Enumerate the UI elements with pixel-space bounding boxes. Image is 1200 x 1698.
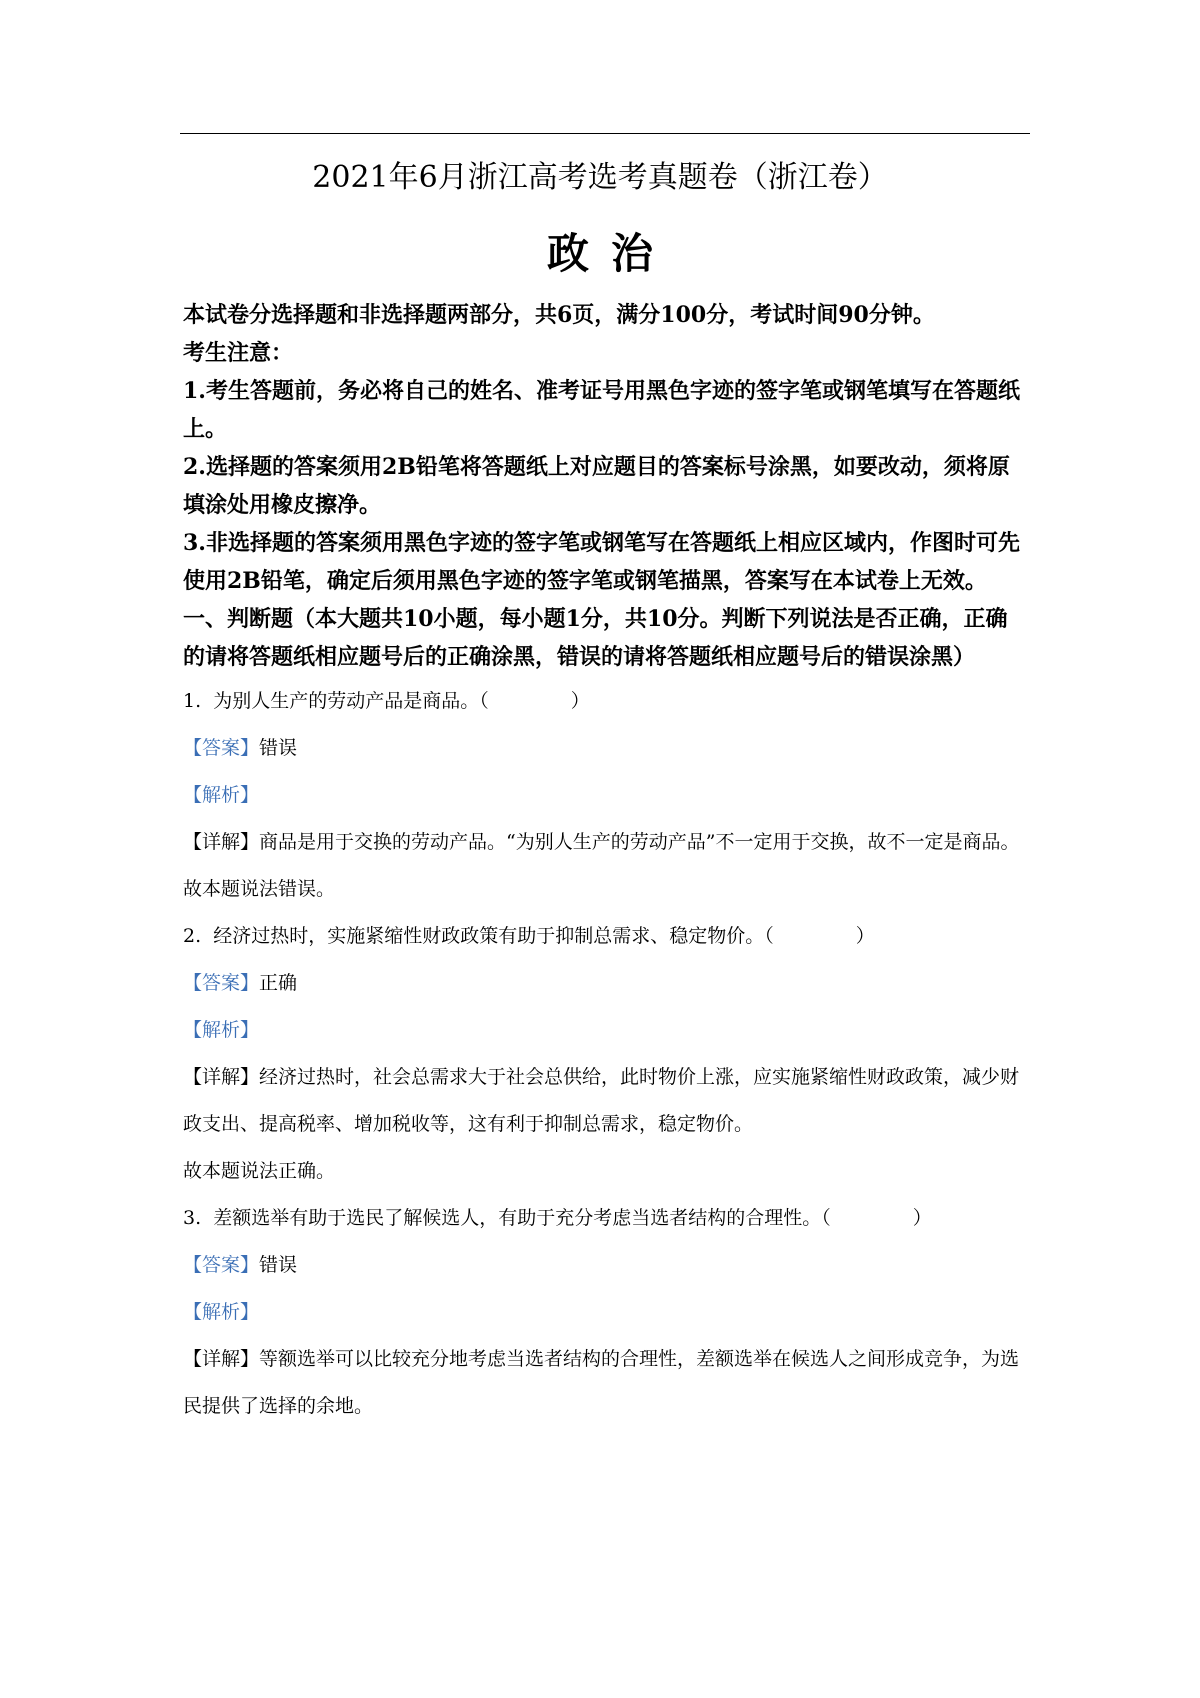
detail-paragraph bbox=[183, 1054, 1029, 1148]
question-3 bbox=[183, 1195, 1029, 1430]
detail-tag: 【详解】 bbox=[183, 831, 260, 853]
answer-tag: 【答案】 bbox=[183, 737, 260, 759]
answer-value: 正确 bbox=[259, 972, 298, 994]
notice-label: 考生注意： bbox=[183, 340, 294, 366]
subject-title: 政治 bbox=[546, 229, 675, 278]
question-close: ） bbox=[570, 690, 590, 712]
section-heading: 一、判断题（本大题共10小题，每小题1分，共10分。判断下列说法是否正确，正确的请将答题纸相应题号后的正确涂黑，错误的请将答题纸相应题号后的错误涂黑） bbox=[183, 606, 1008, 670]
instruction-item: 3.非选择题的答案须用黑色字迹的签字笔或钢笔写在答题纸上相应区域内，作图时可先使用2B铅笔，确定后须用黑色字迹的签字笔或钢笔描黑，答案写在本试卷上无效。 bbox=[183, 530, 1020, 594]
document-title: 2021年6月浙江高考选考真题卷（浙江卷） bbox=[312, 160, 888, 195]
question-1 bbox=[183, 678, 1029, 913]
question-text: 差额选举有助于选民了解候选人，有助于充分考虑当选者结构的合理性。（ bbox=[213, 1207, 831, 1229]
instruction-item: 2.选择题的答案须用2B铅笔将答题纸上对应题目的答案标号涂黑，如要改动，须将原填涂处用橡皮擦净。 bbox=[183, 454, 1010, 518]
answer-tag: 【答案】 bbox=[183, 972, 260, 994]
exam-content bbox=[183, 296, 1029, 1430]
answer-line bbox=[183, 960, 1029, 1007]
detail-tag: 【详解】 bbox=[183, 1066, 260, 1088]
detail-tag: 【详解】 bbox=[183, 1348, 260, 1370]
analysis-line bbox=[183, 1289, 1029, 1336]
answer-tag: 【答案】 bbox=[183, 1254, 260, 1276]
question-2 bbox=[183, 913, 1029, 1195]
question-number: 3. bbox=[183, 1207, 202, 1229]
analysis-tag: 【解析】 bbox=[183, 1301, 260, 1323]
question-stem bbox=[183, 1195, 1029, 1242]
answer-value: 错误 bbox=[259, 737, 298, 759]
conclusion-line: 故本题说法错误。 bbox=[183, 878, 336, 900]
answer-line bbox=[183, 725, 1029, 772]
question-number: 1. bbox=[183, 690, 202, 712]
answer-line bbox=[183, 1242, 1029, 1289]
conclusion-line: 故本题说法正确。 bbox=[183, 1160, 336, 1182]
instructions-block bbox=[183, 296, 1029, 676]
analysis-tag: 【解析】 bbox=[183, 1019, 260, 1041]
detail-text: 商品是用于交换的劳动产品。“为别人生产的劳动产品”不一定用于交换，故不一定是商品。 bbox=[259, 831, 1020, 853]
header-rule bbox=[180, 133, 1030, 134]
analysis-line bbox=[183, 1007, 1029, 1054]
analysis-tag: 【解析】 bbox=[183, 784, 260, 806]
detail-text: 等额选举可以比较充分地考虑当选者结构的合理性，差额选举在候选人之间形成竞争，为选民提供了选择的余地。 bbox=[183, 1348, 1020, 1417]
question-number: 2. bbox=[183, 925, 202, 947]
detail-text: 经济过热时，社会总需求大于社会总供给，此时物价上涨，应实施紧缩性财政政策，减少财政支出、提高税率、增加税收等，这有利于抑制总需求，稳定物价。 bbox=[183, 1066, 1020, 1135]
question-stem bbox=[183, 913, 1029, 960]
question-close: ） bbox=[912, 1207, 932, 1229]
detail-paragraph bbox=[183, 1336, 1029, 1430]
answer-value: 错误 bbox=[259, 1254, 298, 1276]
question-stem bbox=[183, 678, 1029, 725]
detail-paragraph bbox=[183, 819, 1029, 866]
question-text: 为别人生产的劳动产品是商品。（ bbox=[213, 690, 489, 712]
instruction-item: 1.考生答题前，务必将自己的姓名、准考证号用黑色字迹的签字笔或钢笔填写在答题纸上。 bbox=[183, 378, 1020, 442]
analysis-line bbox=[183, 772, 1029, 819]
instructions-intro: 本试卷分选择题和非选择题两部分，共6页，满分100分，考试时间90分钟。 bbox=[183, 302, 935, 328]
question-close: ） bbox=[855, 925, 875, 947]
question-text: 经济过热时，实施紧缩性财政政策有助于抑制总需求、稳定物价。（ bbox=[213, 925, 774, 947]
